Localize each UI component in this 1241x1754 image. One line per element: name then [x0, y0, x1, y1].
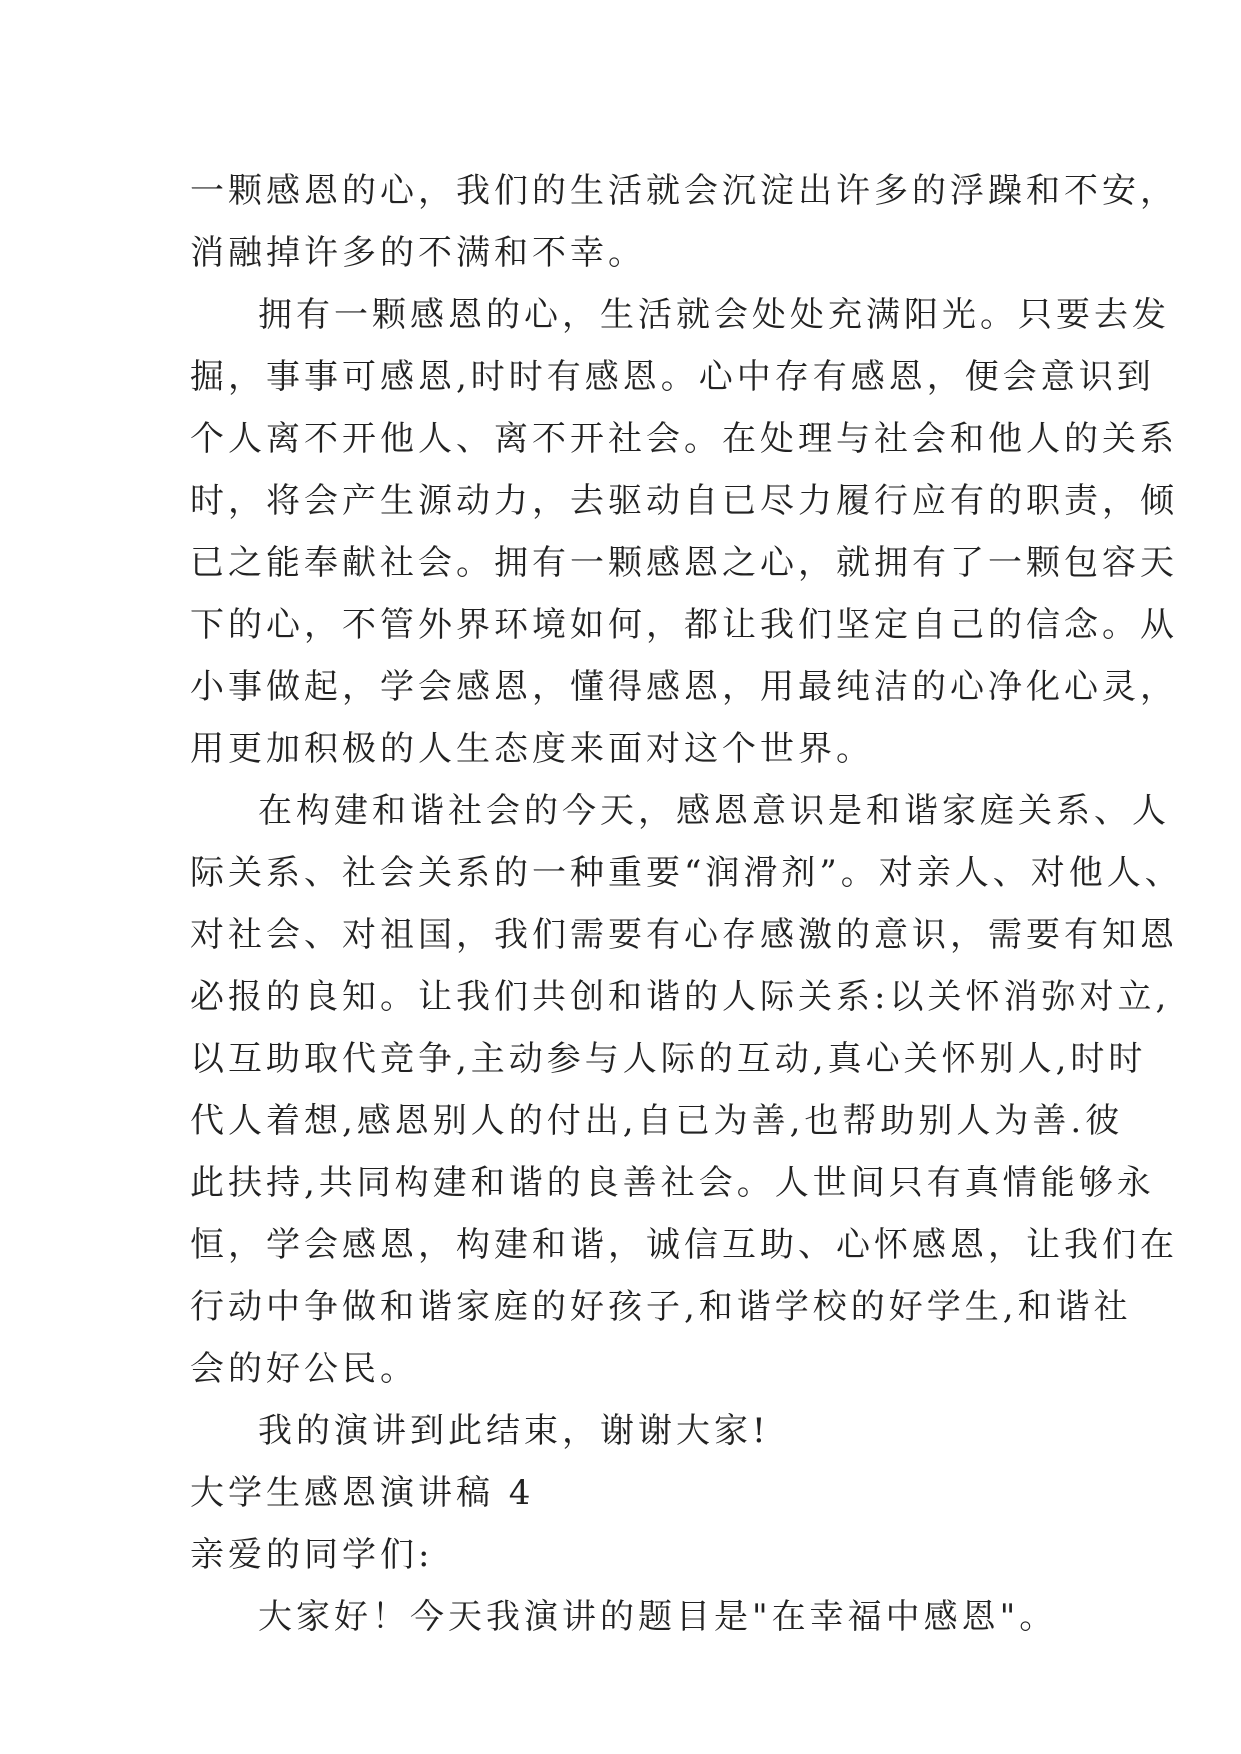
text-line: 小事做起，学会感恩，懂得感恩，用最纯洁的心净化心灵， — [190, 667, 1178, 707]
opening-line: 大家好！今天我演讲的题目是"在幸福中感恩"。 — [258, 1597, 1058, 1637]
text-line: 对社会、对祖国，我们需要有心存感激的意识，需要有知恩 — [190, 915, 1178, 955]
text-line: 掘，事事可感恩,时时有感恩。心中存有感恩，便会意识到 — [190, 357, 1155, 397]
text-line: 必报的良知。让我们共创和谐的人际关系:以关怀消弥对立, — [190, 977, 1171, 1017]
text-line: 恒，学会感恩，构建和谐，诚信互助、心怀感恩，让我们在 — [190, 1225, 1178, 1265]
text-line: 此扶持,共同构建和谐的良善社会。人世间只有真情能够永 — [190, 1163, 1155, 1203]
section-title: 大学生感恩演讲稿 4 — [190, 1473, 535, 1513]
closing-line: 我的演讲到此结束，谢谢大家! — [258, 1411, 770, 1451]
text-line: 际关系、社会关系的一种重要“润滑剂”。对亲人、对他人、 — [190, 853, 1183, 893]
paragraph-3 — [190, 780, 1183, 1400]
text-line: 行动中争做和谐家庭的好孩子,和谐学校的好学生,和谐社 — [190, 1287, 1132, 1327]
text-line: 下的心，不管外界环境如何，都让我们坚定自己的信念。从 — [190, 605, 1178, 645]
text-line: 个人离不开他人、离不开社会。在处理与社会和他人的关系 — [190, 419, 1178, 459]
document-body — [190, 160, 1183, 1648]
text-line: 在构建和谐社会的今天，感恩意识是和谐家庭关系、人 — [258, 791, 1170, 831]
text-line: 时，将会产生源动力，去驱动自已尽力履行应有的职责，倾 — [190, 481, 1178, 521]
text-line: 一颗感恩的心，我们的生活就会沉淀出许多的浮躁和不安， — [190, 171, 1178, 211]
paragraph-2 — [190, 284, 1178, 780]
text-line: 拥有一颗感恩的心，生活就会处处充满阳光。只要去发 — [258, 295, 1170, 335]
text-line: 用更加积极的人生态度来面对这个世界。 — [190, 729, 874, 769]
text-line: 代人着想,感恩别人的付出,自已为善,也帮助别人为善.彼 — [190, 1101, 1124, 1141]
text-line: 已之能奉献社会。拥有一颗感恩之心，就拥有了一颗包容天 — [190, 543, 1178, 583]
greeting-line: 亲爱的同学们: — [190, 1535, 434, 1575]
text-line: 会的好公民。 — [190, 1349, 418, 1389]
text-line: 消融掉许多的不满和不幸。 — [190, 233, 646, 273]
paragraph-1 — [190, 160, 1178, 284]
text-line: 以互助取代竞争,主动参与人际的互动,真心关怀别人,时时 — [190, 1039, 1147, 1079]
